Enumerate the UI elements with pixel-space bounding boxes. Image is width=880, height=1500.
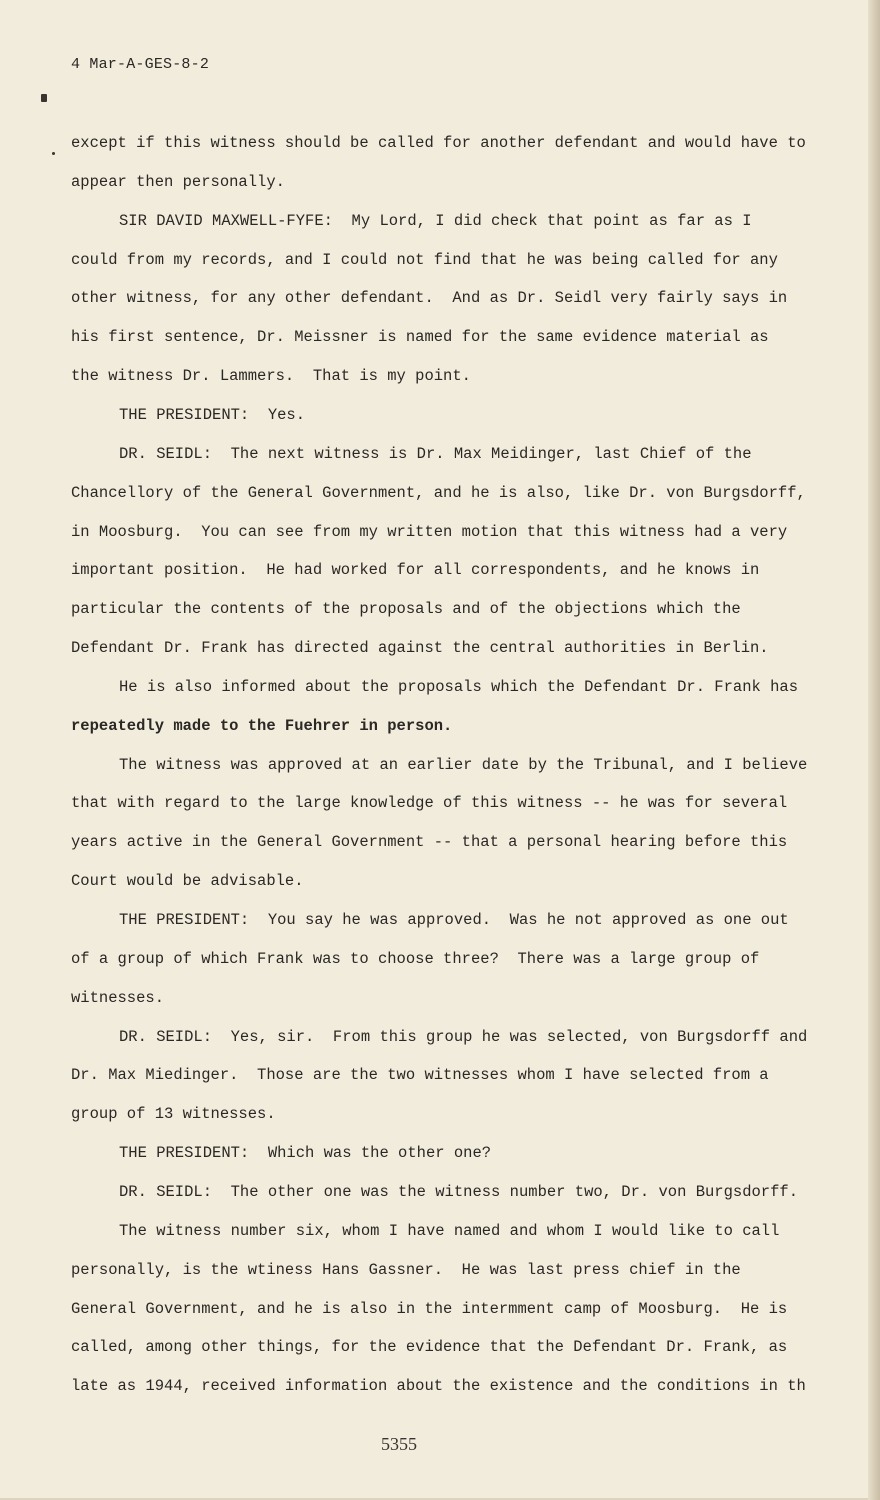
transcript-line: personally, is the wtiness Hans Gassner. He was last press chief in the: [71, 1260, 741, 1279]
transcript-line: DR. SEIDL: The other one was the witness number two, Dr. von Burgsdorff.: [119, 1182, 799, 1201]
transcript-line: in Moosburg. You can see from my written motion that this witness had a very: [71, 522, 788, 541]
page-number: 5355: [381, 1434, 417, 1454]
transcript-line: THE PRESIDENT: Which was the other one?: [119, 1144, 492, 1163]
transcript-line: important position. He had worked for all correspondents, and he knows in: [71, 561, 760, 580]
transcript-line: except if this witness should be called for another defendant and would have to: [71, 134, 806, 152]
transcript-line: He is also informed about the proposals which the Defendant Dr. Frank has: [119, 677, 799, 696]
transcript-line: appear then personally.: [71, 172, 285, 191]
transcript-line: could from my records, and I could not find that he was being called for any: [71, 250, 778, 269]
transcript-line: Defendant Dr. Frank has directed against the central authorities in Berlin.: [71, 639, 769, 658]
ink-mark: [41, 94, 47, 102]
transcript-line: late as 1944, received information about the existence and the conditions in th: [71, 1377, 806, 1396]
transcript-line: General Government, and he is also in the intermment camp of Moosburg. He is: [71, 1299, 788, 1318]
transcript-line: the witness Dr. Lammers. That is my point.: [71, 367, 471, 386]
transcript-line: repeatedly made to the Fuehrer in person.: [71, 716, 453, 735]
transcript-line: years active in the General Government -- that a personal hearing before this: [71, 833, 788, 852]
transcript-line: Court would be advisable.: [71, 872, 304, 891]
transcript-line: THE PRESIDENT: Yes.: [119, 405, 306, 424]
transcript-line: his first sentence, Dr. Meissner is named for the same evidence material as: [71, 328, 769, 347]
transcript-line: DR. SEIDL: The next witness is Dr. Max Meidinger, last Chief of the: [119, 444, 752, 463]
transcript-line: of a group of which Frank was to choose three? There was a large group of: [71, 949, 760, 968]
transcript-line: particular the contents of the proposals and of the objections which the: [71, 600, 741, 619]
transcript-line: Dr. Max Miedinger. Those are the two witnesses whom I have selected from a: [71, 1066, 769, 1085]
transcript-line: other witness, for any other defendant. And as Dr. Seidl very fairly says in: [71, 289, 788, 308]
transcript-line: THE PRESIDENT: You say he was approved. Was he not approved as one out: [119, 911, 789, 929]
page-edge: [868, 0, 880, 1500]
transcript-line: Chancellory of the General Government, and he is also, like Dr. von Burgsdorff,: [71, 483, 806, 502]
transcript-line: witnesses.: [71, 988, 165, 1007]
transcript-line: SIR DAVID MAXWELL-FYFE: My Lord, I did check that point as far as I: [119, 211, 752, 230]
document-header: 4 Mar-A-GES-8-2: [71, 56, 210, 73]
transcript-line: group of 13 witnesses.: [71, 1105, 276, 1124]
transcript-line: The witness was approved at an earlier date by the Tribunal, and I believe: [119, 755, 808, 774]
ink-dot: [52, 152, 55, 155]
transcript-line: called, among other things, for the evidence that the Defendant Dr. Frank, as: [71, 1338, 788, 1357]
transcript-line: that with regard to the large knowledge of this witness -- he was for several: [71, 794, 788, 813]
transcript-line: The witness number six, whom I have named and whom I would like to call: [119, 1221, 780, 1240]
transcript-line: DR. SEIDL: Yes, sir. From this group he was selected, von Burgsdorff and: [119, 1027, 808, 1046]
